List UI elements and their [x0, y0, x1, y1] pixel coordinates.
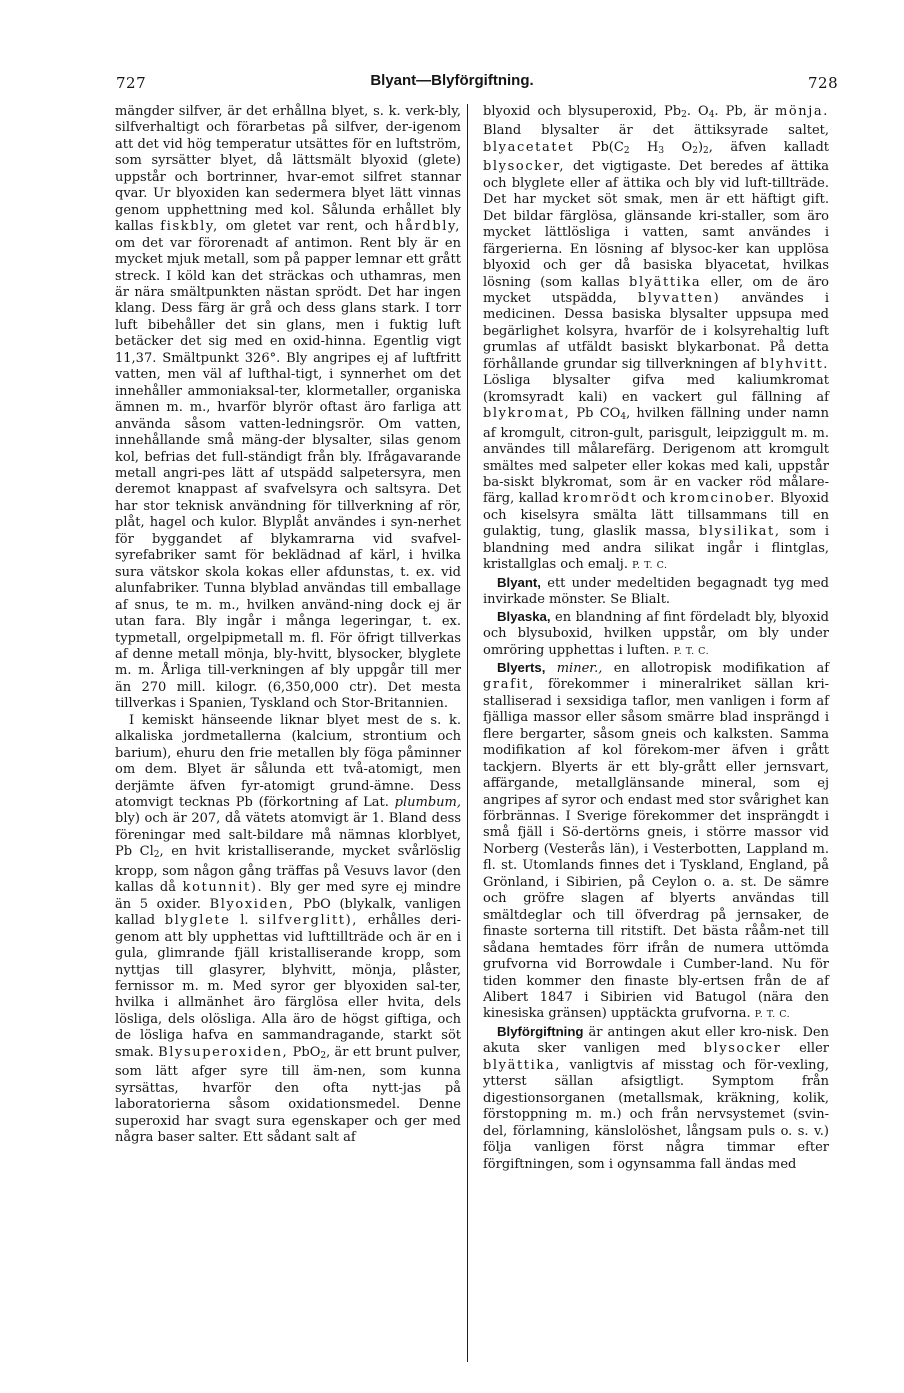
term-grafit: grafit,	[483, 677, 535, 693]
term-blyattika: blyättika,	[483, 1057, 561, 1073]
entry-headword: Blyaska,	[497, 608, 551, 624]
text-run: användes i medicinen. Dessa basiska blysalter uppsupa med begärlighet kolsyra, hvarför de i kolsyrehaltig luft grumlas af utfäldt basiskt blykarbonat. På detta förhållande grundar sig tillverkningen af	[483, 290, 829, 372]
subscript: 2	[703, 145, 709, 156]
right-paragraph-1	[483, 104, 829, 575]
right-column	[483, 104, 829, 1173]
entry-blyant	[483, 575, 829, 609]
term-plumbum: plumbum,	[394, 795, 461, 811]
term-blyglete: blyglete	[164, 913, 231, 929]
text-run: Bland blysalter är det ättiksyrade saltet,	[483, 123, 829, 139]
text-run: Bly ger med syre ej mindre än 5 oxider.	[115, 880, 462, 912]
text-run: , äfven kalladt	[708, 139, 829, 155]
text-run: och	[642, 491, 666, 507]
page-header-title: Blyant—Blyförgiftning.	[370, 72, 534, 89]
subscript: 2	[623, 145, 630, 156]
text-run: Pb CO	[576, 406, 621, 422]
text-run: Blyoxid och kiselsyra smälta lätt tillsammans till en gulaktig, tung, glaslik massa,	[483, 491, 829, 540]
author-signature: P. T. C.	[754, 1009, 791, 1021]
term-hardbly: hårdbly,	[395, 219, 461, 235]
text-run: Lösliga blysalter gifva med kaliumkromat (kromsyradt kali) en vackert gul fällning af	[483, 373, 829, 405]
text-run: , en hvit kristalliserande, mycket svårlöslig kropp, som någon gång träffas på Vesuvs lavor (den kallas då	[115, 844, 461, 896]
text-run: )	[697, 139, 704, 155]
column-divider	[467, 104, 468, 1362]
text-run: bly) och är 207, då vätets atomvigt är 1. Bland dess föreningar med salt-bildare må nämnas klorblyet, Pb Cl	[115, 811, 461, 860]
term-kromrodt: kromrödt	[563, 491, 638, 507]
term-silfverglitt: silfverglitt),	[258, 913, 359, 929]
left-column	[115, 104, 461, 1147]
text-run: PbO (blykalk, vanligen kallad	[115, 896, 461, 929]
left-paragraph-2	[115, 713, 461, 1147]
term-fiskbly: fiskbly,	[160, 219, 219, 235]
term-blyhvitt: blyhvitt.	[760, 356, 830, 372]
text-run: det vigtigaste. Det beredes af ättika och blyglete eller af ättika och bly vid luft-tillträde. Det har mycket söt smak, men är ett häftigt gift. Det bildar färglösa, glänsande kri-staller, som äro mycket lättlösliga i vatten, samt användes i färgerierna. En lösning af blysoc-ker kan upplösa blyoxid och ger då basiska blyacetat, hvilkas lösning (som kallas	[483, 159, 829, 290]
subscript: 4	[708, 110, 715, 120]
left-paragraph-1	[115, 104, 461, 713]
text-run: , hvilken fällning under namn af kromgult, citron-gult, parisgult, leipziggult m. m. användes till målarefärg. Derigenom att kromgult smältes med salpeter eller kokas med kali, uppstår ba-siskt blykromat, som är en vacker röd målare-färg, kallad	[483, 406, 829, 507]
text-run: H	[647, 139, 659, 155]
text-run: Pb(C	[591, 139, 624, 155]
page-number-right: 728	[808, 74, 839, 92]
subscript: 2	[153, 850, 160, 861]
entry-blyforgiftning	[483, 1024, 829, 1173]
text-run: O	[681, 139, 693, 155]
text-run: är antingen akut eller kro-nisk. Den akuta sker vanligen med	[483, 1024, 829, 1057]
text-run: blyoxid och blysuperoxid, Pb	[483, 104, 682, 119]
term-blyvatten: blyvatten)	[637, 290, 721, 306]
text-run: . Pb, är	[714, 104, 768, 119]
term-kotunnit: kotunnit).	[182, 880, 264, 896]
subscript: 2	[681, 110, 687, 120]
entry-headword: Blyerts,	[497, 659, 546, 675]
term-blysocker: blysocker,	[483, 159, 566, 175]
entry-headword: Blyförgiftning	[497, 1023, 584, 1039]
term-kromcinober: kromcinober.	[669, 491, 776, 507]
text-run: som i blandning med andra silikat ingår i flintglas, kristallglas och emalj.	[483, 524, 829, 573]
entry-headword: Blyant,	[497, 574, 541, 590]
subscript: 2	[320, 1050, 327, 1061]
text-run: vanligtvis af misstag och för-vexling, ytterst sällan afsigtligt. Symptom från digestionsorganen (metallsmak, kräkning, kolik, förstoppning m. m.) och från nervsystemet (svin-del, förlamning, känslolöshet, långsam puls o. s. v.) följa vanligen först några timmar efter förgiftningen, som i ogynsamma fall ändas med	[483, 1057, 829, 1172]
page-number-left: 727	[116, 74, 147, 92]
term-miner: miner.,	[556, 660, 603, 676]
text-run: l.	[240, 913, 249, 929]
text-run: erhålles deri-genom att bly upphettas vid lufttillträde och är en i gula, glimrande fjäll kristalliserande kropp, som nyttjas till glasyrer, blyhvitt, mönja, plåster, fernissor m. m. Med syror ger blyoxiden sal-ter, hvilka i allmänhet äro färglösa eller hvita, dels lösliga, dels olösliga. Alla äro de högst giftiga, och de lösliga hafva en sammandragande, starkt söt smak.	[115, 913, 462, 1060]
text-run: . O	[686, 104, 709, 119]
term-blysilikat: blysilikat,	[699, 524, 781, 540]
entry-blyaska	[483, 609, 829, 660]
text-run: eller, om de äro mycket utspädda,	[483, 274, 829, 306]
text-run: PbO	[292, 1044, 321, 1060]
term-monja: mönja.	[774, 104, 829, 119]
text-run: ett under medeltiden begagnadt tyg med invirkade mönster. Se Blialt.	[483, 575, 829, 608]
text-run: en allotropisk modifikation af	[613, 660, 830, 676]
term-blyacetatet: blyacetatet	[483, 139, 575, 155]
term-blyoxiden: Blyoxiden,	[209, 896, 295, 912]
term-blykromat: blykromat,	[483, 406, 571, 422]
subscript: 2	[692, 145, 698, 156]
author-signature: P. T. C.	[673, 645, 710, 657]
text-run: eller	[799, 1041, 829, 1057]
term-blysuperoxiden: Blysuperoxiden,	[158, 1044, 289, 1060]
text-run: I kemiskt hänseende liknar blyet mest de s. k. alkaliska jordmetallerna (kalcium, strontium och barium), ehuru den frie metallen bly föga påminner om dem. Blyet är sålunda ett två-atomigt, men derjämte äfven fyr-atomigt grund-ämne. Dess atomvigt tecknas Pb (förkortning af Lat.	[115, 712, 461, 811]
term-blyattika: blyättika	[629, 274, 702, 290]
text-run: mängder silfver, är det erhållna blyet, s. k. verk-bly, silfverhaltigt och förarbetas på silfver, der-igenom att det vid hög temperatur utsättes för en luftström, som syrsätter blyet, då lättsmält blyoxid (glete) uppstår och bortrinner, hvar-emot silfret stannar qvar. Ur blyoxiden kan sedermera blyet lätt vinnas genom upphettning med kol. Sålunda erhållet bly kallas	[115, 104, 461, 235]
text-run: om det var förorenadt af antimon. Rent bly är en mycket mjuk metall, som på papper lemnar ett grått streck. I köld kan det sträckas och uthamras, men är nära smältpunkten nästan sprödt. Det har ingen klang. Dess färg är grå och dess glans stark. I torr luft bibehåller det sin glans, men i fuktig luft betäcker det sig med en oxid-hinna. Egentlig vigt 11,37. Smältpunkt 326°. Bly angripes ej af luftfritt vatten, men väl af lufthal-tigt, i synnerhet om det innehåller ammoniaksal-ter, klormetaller, organiska ämnen m. m., hvarför blyrör oftast äro farliga att använda såsom vatten-ledningsrör. Om vatten, innehållande små mäng-der blysalter, silas genom kol, befrias det full-ständigt från bly. Ifrågavarande metall angri-pes lätt af utspädd salpetersyra, men deremot knappast af svafvelsyra och saltsyra. Det har stor teknisk användning för tillverkning af rör, plåt, hagel och kulor. Blyplåt användes i syn-nerhet för byggandet af blykamrarna vid svafvel-syrefabriker samt för beklädnad af kärl, i hvilka sura vätskor skola kokas eller afdunstas, t. ex. vid alunfabriker. Tunna blyblad användas till emballage af snus, te m. m., hvilken använd-ning dock ej är utan fara. Bly ingår i många legeringar, t. ex. typmetall, orgelpipmetall m. fl. För öfrigt tillverkas af denne metall mönja, bly-hvitt, blysocker, blyglete m. m. Årliga till-verkningen af bly uppgår till mer än 270 mill. kilogr. (6,350,000 ctr). Det mesta tillverkas i Spanien, Tyskland och Stor-Britannien.	[115, 235, 461, 712]
text-run: , är ett brunt pulver, som lätt afger syre till äm-nen, som kunna syrsättas, hvarför den ofta nytt-jas på laboratorierna såsom oxidationsmedel. Denne superoxid har svagt sura egenskaper och ger med några baser salter. Ett sådant salt af	[115, 1044, 461, 1146]
subscript: 3	[658, 145, 665, 156]
text-run: förekommer i mineralriket sällan kri-stalliserad i sexsidiga taflor, men vanligen i form af fjälliga massor eller såsom smärre blad insprängd i flere bergarter, såsom gneis och kalksten. Samma modifikation af kol förekom-mer äfven i grått tackjern. Blyerts är ett bly-grått eller jernsvart, affärgande, metallglänsande mineral, som ej angripes af syror och endast med stor svårighet kan förbrännas. I Sverige förekommer det insprängdt i små fjäll i Sö-dertörns gneis, i större massor vid Norberg (Vesterås län), i Vesterbotten, Lappland m. fl. st. Utomlands finnes det i Tyskland, England, på Grönland, i Sibirien, på Ceylon o. a. st. De sämre och gröfre slagen af blyerts användas till smältdeglar och till öfverdrag på jernsaker, de finaste sorterna till ritstift. Det bästa rååm-net till sådana hemtades förr ifrån de numera uttömda grufvorna vid Borrowdale i Cumber-land. Nu för tiden kommer den finaste bly-ertsen från de af Alibert 1847 i Sibirien vid Batugol (nära den kinesiska gränsen) upptäckta grufvorna.	[483, 677, 830, 1022]
text-run: en blandning af fint fördeladt bly, blyoxid och blysuboxid, hvilken uppstår, om bly under omröring upphettas i luften.	[483, 609, 829, 658]
text-run: om gletet var rent, och	[225, 219, 389, 235]
term-blysocker: blysocker	[703, 1041, 782, 1057]
author-signature: P. T. C.	[632, 560, 668, 572]
subscript: 4	[620, 412, 627, 423]
entry-blyerts	[483, 660, 829, 1024]
